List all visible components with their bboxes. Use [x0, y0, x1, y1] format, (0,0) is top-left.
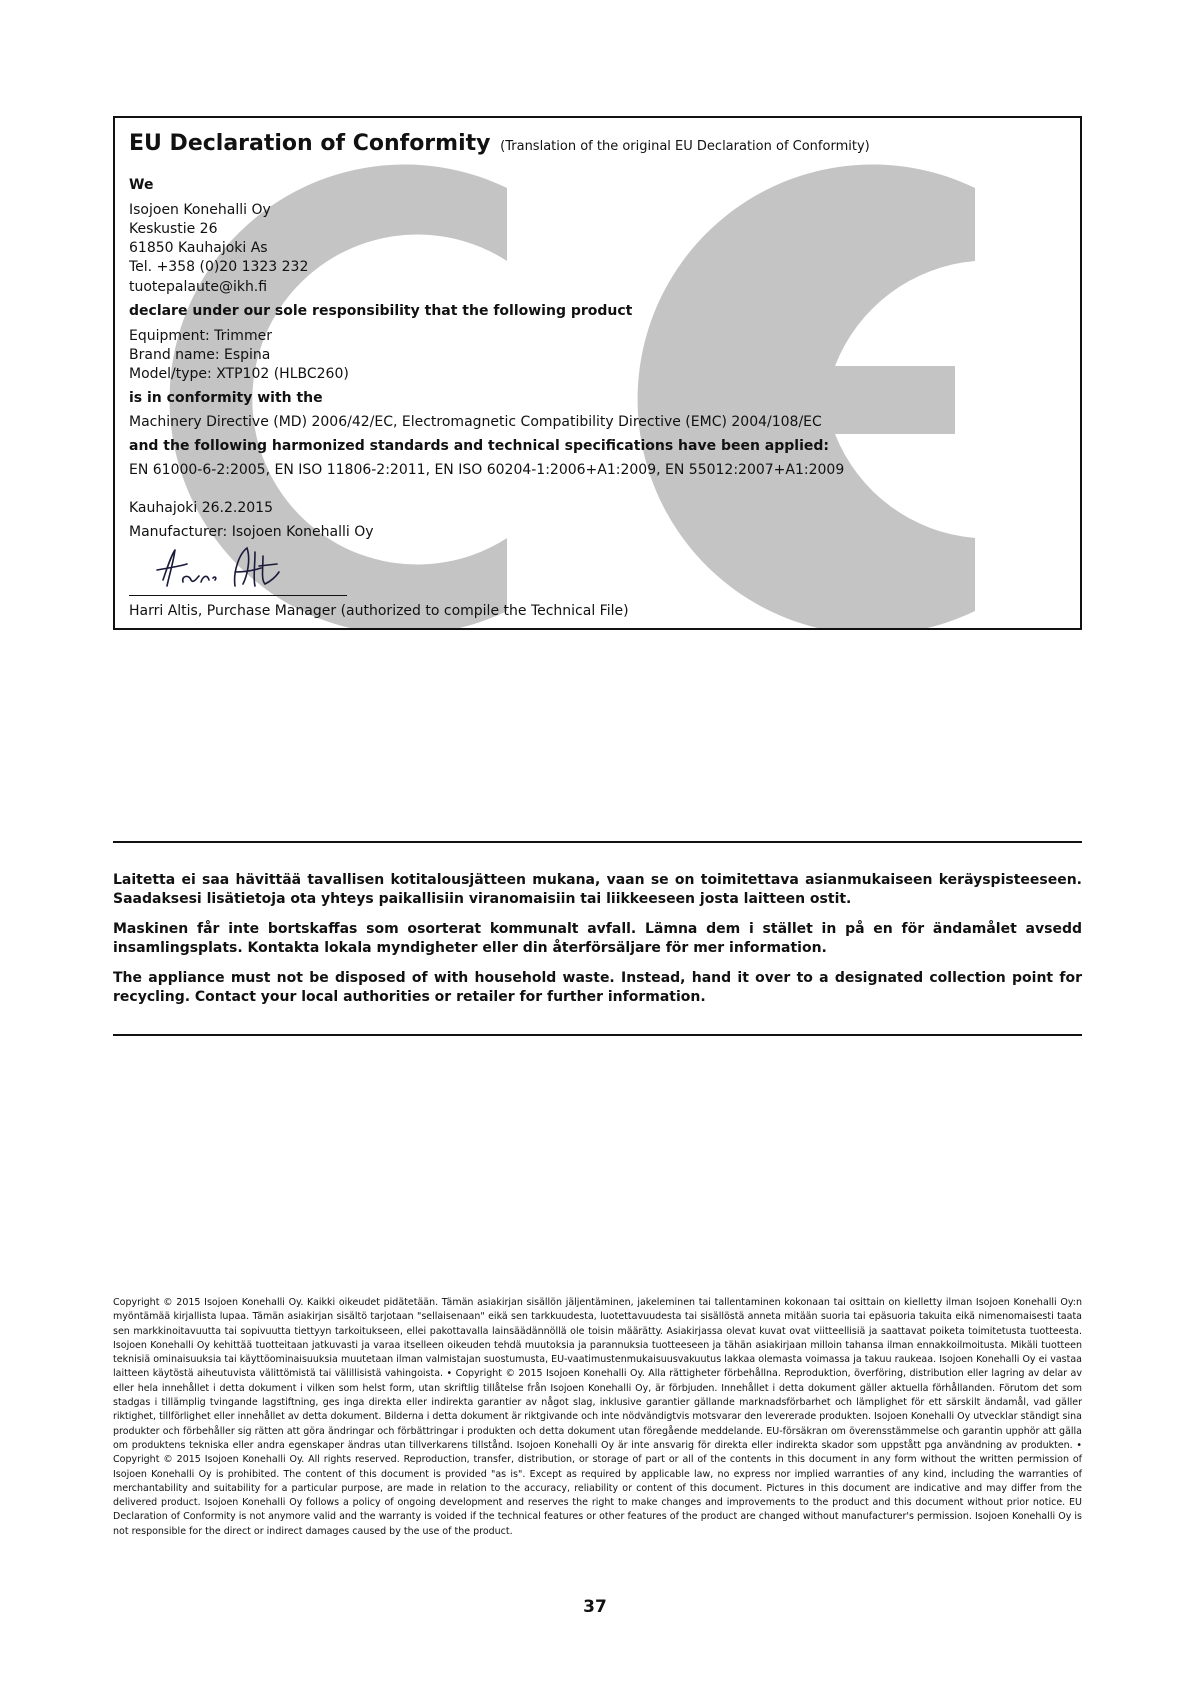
divider-bottom [113, 1034, 1082, 1036]
company-phone: Tel. +358 (0)20 1323 232 [129, 259, 309, 275]
standards-line: EN 61000-6-2:2005, EN ISO 11806-2:2011, EN ISO 60204-1:2006+A1:2009, EN 55012:2007+A1:2009 [129, 462, 845, 478]
disposal-notice-english: The appliance must not be disposed of with household waste. Instead, hand it over to a designated collection point for recycling. Contact your local authorities or retailer for further information. [113, 970, 1082, 1005]
company-email: tuotepalaute@ikh.fi [129, 279, 268, 295]
page-number: 37 [583, 1597, 607, 1617]
disposal-notice-finnish: Laitetta ei saa hävittää tavallisen kotitalousjätteen mukana, vaan se on toimitettava asianmukaiseen keräyspisteeseen. Saadaksesi lisätietoja ota yhteys paikallisiin viranomaisiin tai liikkeeseen josta laitteen ostit. [113, 872, 1082, 907]
brand-line: Brand name: Espina [129, 347, 271, 363]
signatory-line: Harri Altis, Purchase Manager (authorized to compile the Technical File) [129, 603, 629, 619]
company-name: Isojoen Konehalli Oy [129, 202, 271, 218]
place-date: Kauhajoki 26.2.2015 [129, 500, 273, 516]
equipment-line: Equipment: Trimmer [129, 328, 272, 344]
signature-line [129, 595, 347, 596]
divider-top [113, 841, 1082, 843]
declaration-subtitle: (Translation of the original EU Declaration of Conformity) [500, 139, 870, 154]
directives-line: Machinery Directive (MD) 2006/42/EC, Electromagnetic Compatibility Directive (EMC) 2004/108/EC [129, 414, 822, 430]
we-label: We [129, 177, 154, 193]
disposal-notice-swedish: Maskinen får inte bortskaffas som osorterat kommunalt avfall. Lämna dem i stället in på en för ändamålet avsedd insamlingsplats. Kontakta lokala myndigheter eller din återförsäljare för mer information. [113, 921, 1082, 956]
declaration-title: EU Declaration of Conformity [129, 131, 491, 156]
declaration-box [113, 116, 1082, 630]
declare-statement: declare under our sole responsibility that the following product [129, 303, 633, 319]
declaration-heading [129, 130, 870, 161]
conformity-statement: is in conformity with the [129, 390, 323, 406]
declaration-content [115, 118, 1080, 628]
copyright-text: Copyright © 2015 Isojoen Konehalli Oy. Kaikki oikeudet pidätetään. Tämän asiakirjan sisällön jäljentäminen, jakeleminen tai tallentaminen kokonaan tai osittain on kielletty ilman Isojoen Konehalli Oy:n myöntämää kirjallista lupaa. Tämän asiakirjan sisältö tarjotaan "sellaisenaan" eikä sen tarkkuudesta, luotettavuudesta tai sisällöstä anneta mitään suoria tai epäsuoria takuita eikä nimenomaisesti taata sen markkinoitavuutta tai sopivuutta tiettyyn tarkoitukseen, ellei pakottavalla lainsäädännöllä ole toisin määrätty. Asiakirjassa olevat kuvat ovat viitteellisiä ja saattavat poiketa toimitetusta tuotteesta. Isojoen Konehalli Oy kehittää tuotteitaan jatkuvasti ja varaa itselleen oikeuden tehdä muutoksia ja parannuksia tuotteeseen ja tähän asiakirjaan milloin tahansa ilman ennakkoilmoitusta. Mikäli tuotteen teknisiä ominaisuuksia tai käyttöominaisuuksia muutetaan ilman valmistajan suostumusta, EU-vaatimustenmukaisuusvakuutus lakkaa olemasta voimassa ja takuu raukeaa. Isojoen Konehalli Oy ei vastaa laitteen käytöstä aiheutuvista välittömistä tai välillisistä vahingoista. • Copyright © 2015 Isojoen Konehalli Oy. Alla rättigheter förbehållna. Reproduktion, överföring, distribution eller lagring av delar av eller hela innehållet i detta dokument i vilken som helst form, utan skriftlig tillåtelse från Isojoen Konehalli Oy, är förbjuden. Innehållet i detta dokument gäller aktuella förhållanden. Förutom det som stadgas i tillämplig tvingande lagstiftning, ges inga direkta eller indirekta garantier av något slag, inklusive garantier gällande marknadsförbarhet och lämplighet för ett särskilt ändamål, vad gäller riktighet, tillförlighet eller innehållet av detta dokument. Bilderna i detta dokument är riktgivande och inte nödvändigtvis motsvarar den levererade produkten. Isojoen Konehalli Oy utvecklar ständigt sina produkter och förbehåller sig rätten att göra ändringar och förbättringar i produkten och detta dokument utan föregående meddelande. EU-försäkran om överensstämmelse och garantin upphör att gälla om produktens tekniska eller andra egenskaper ändras utan tillverkarens tillstånd. Isojoen Konehalli Oy är inte ansvarig för direkta eller indirekta skador som uppstått pga användning av produkten. • Copyright © 2015 Isojoen Konehalli Oy. All rights reserved. Reproduction, transfer, distribution, or storage of part or all of the contents in this document in any form without the written permission of Isojoen Konehalli Oy is prohibited. The content of this document is provided "as is". Except as required by applicable law, no express nor implied warranties of any kind, including the warranties of merchantability and suitability for a particular purpose, are made in relation to the accuracy, reliability or content of this document. Pictures in this document are indicative and may differ from the delivered product. Isojoen Konehalli Oy follows a policy of ongoing development and reserves the right to make changes and improvements to the product and this document without prior notice. EU Declaration of Conformity is not anymore valid and the warranty is voided if the technical features or other features of the product are changed without manufacturer's permission. Isojoen Konehalli Oy is not responsible for the direct or indirect damages caused by the use of the product. [113, 1297, 1082, 1537]
signature-image [151, 542, 291, 594]
model-line: Model/type: XTP102 (HLBC260) [129, 366, 349, 382]
company-street: Keskustie 26 [129, 221, 218, 237]
company-city: 61850 Kauhajoki As [129, 240, 268, 256]
standards-statement: and the following harmonized standards and technical specifications have been applied: [129, 438, 829, 454]
manufacturer-line: Manufacturer: Isojoen Konehalli Oy [129, 524, 374, 540]
